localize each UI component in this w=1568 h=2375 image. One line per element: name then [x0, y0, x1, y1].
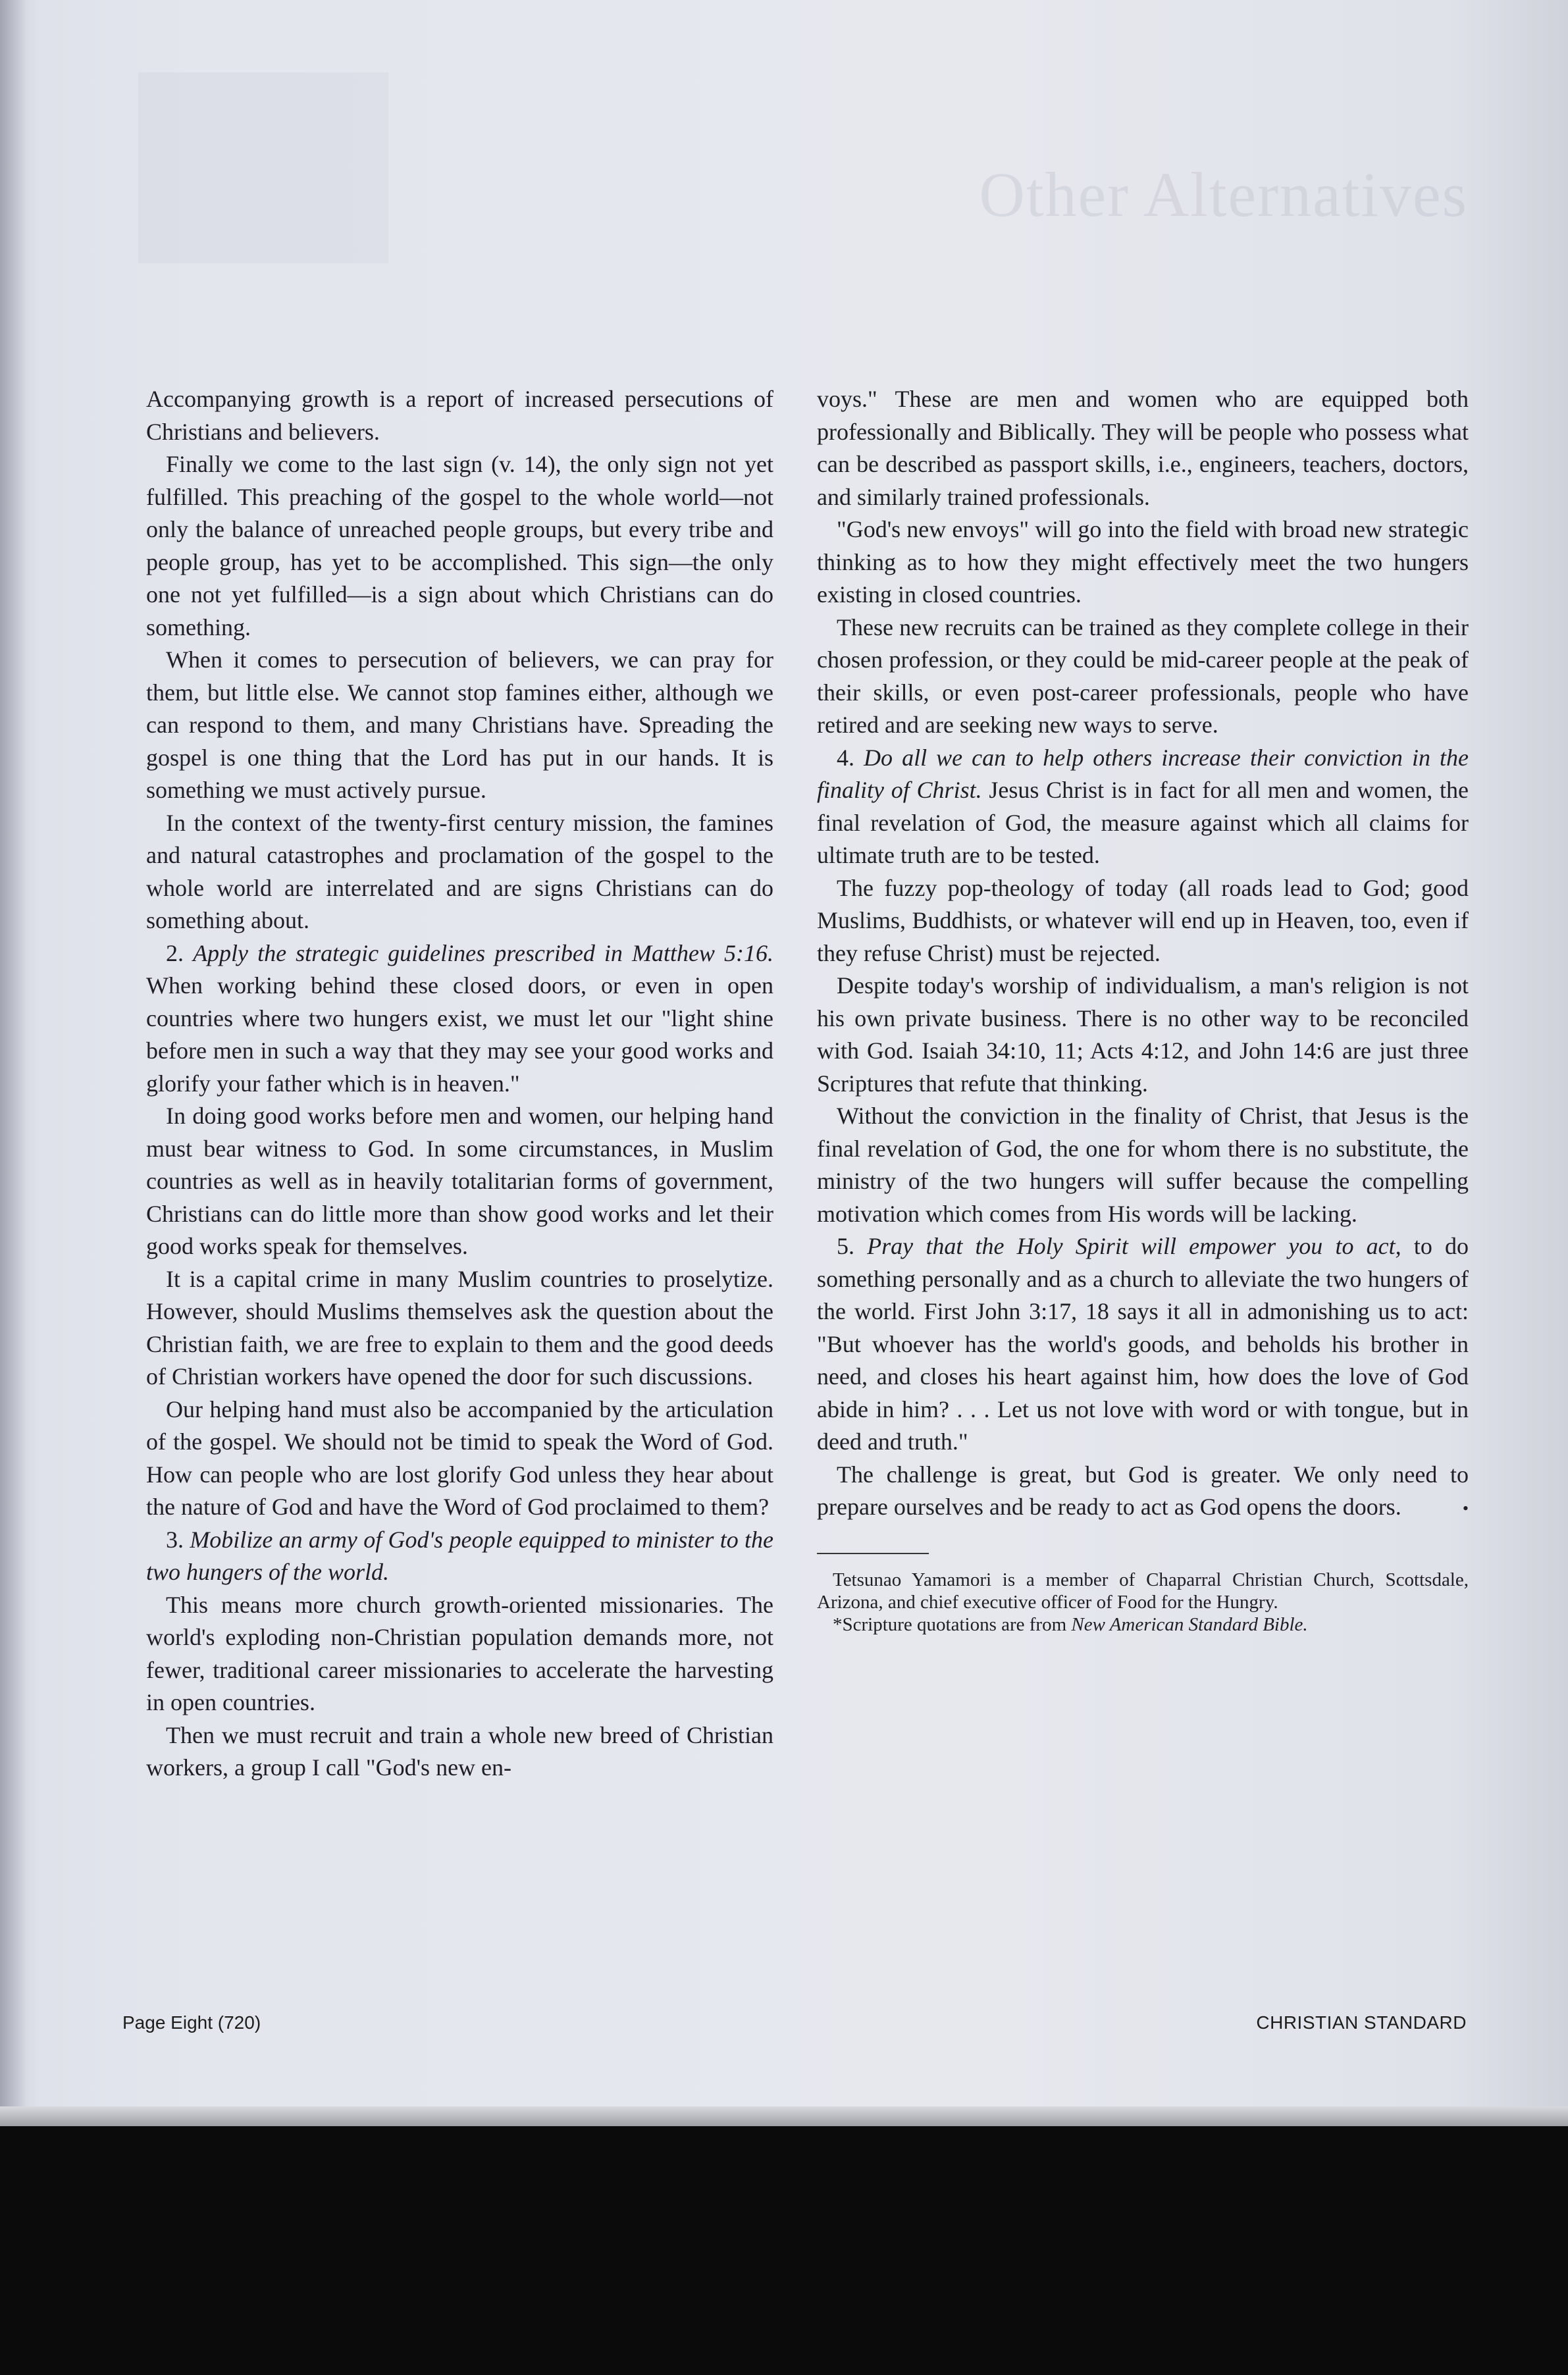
paragraph-text: This means more church growth-oriented missionaries. The world's exploding non-Christian population demands more, not fewer, traditional career missionaries to accelerate the harvesting in open countries.: [146, 1591, 773, 1715]
paragraph: [817, 742, 1469, 872]
paragraph-text: Jesus Christ is in fact for all men and women, the final revelation of God, the measure against which all claims for ultimate truth are to be tested.: [817, 777, 1469, 868]
italic-lead: Apply the strategic guidelines prescribed in Matthew 5:16.: [193, 939, 773, 966]
publication-name: CHRISTIAN STANDARD: [1256, 2012, 1467, 2033]
paragraph: [817, 383, 1469, 513]
paragraph: [146, 1524, 773, 1589]
paragraph: [817, 1230, 1469, 1459]
paragraph-text: Despite today's worship of individualism, a man's religion is not his own private business. There is no other way to be reconciled with God. Isaiah 34:10, 11; Acts 4:12, and John 14:6 are just three Scriptures that refute that thinking.: [817, 972, 1469, 1097]
list-number: 3.: [166, 1526, 184, 1553]
paragraph: [146, 807, 773, 937]
paragraph: [146, 448, 773, 644]
scripture-note-title: New American Standard Bible.: [1071, 1613, 1308, 1635]
left-column: [146, 383, 773, 1785]
paragraph-text: Finally we come to the last sign (v. 14), the only sign not yet fulfilled. This preaching of the gospel to the whole world—not only the balance of unreached people groups, but every tribe and people group, has yet to be accomplished. This sign—the only one not yet fulfilled—is a sign about which Christians can do something.: [146, 451, 773, 640]
show-through-heading: Other Alternatives: [979, 159, 1468, 230]
paragraph: [817, 612, 1469, 742]
paragraph: [146, 383, 773, 448]
page-number: Page Eight (720): [122, 2012, 261, 2033]
show-through-image: [138, 72, 388, 263]
paragraph-text: In the context of the twenty-first century mission, the famines and natural catastrophes and proclamation of the gospel to the whole world are interrelated and are signs Christians can do something about.: [146, 809, 773, 933]
italic-lead: Mobilize an army of God's people equipped to minister to the two hungers of the world.: [146, 1526, 773, 1585]
paragraph-text: to do something personally and as a church to alleviate the two hungers of the world. First John 3:17, 18 says it all in admonishing us to act: "But whoever has the world's goods, and beholds his brother in need, and closes his heart against him, how does the love of God abide in him? . . . Let us not love with word or with tongue, but in deed and truth.": [817, 1233, 1469, 1455]
end-of-article-mark: •: [1462, 1498, 1469, 1518]
right-column: [817, 383, 1469, 1636]
author-note: Tetsunao Yamamori is a member of Chaparral Christian Church, Scottsdale, Arizona, and chief executive officer of Food for the Hungry.: [817, 1569, 1469, 1613]
scripture-note: [817, 1613, 1469, 1636]
paragraph-text: Then we must recruit and train a whole new breed of Christian workers, a group I call "God's new en-: [146, 1721, 773, 1781]
paragraph: [146, 1589, 773, 1719]
paragraph: [146, 1100, 773, 1263]
paragraph-text: When working behind these closed doors, or even in open countries where two hungers exist, we must let our "light shine before men in such a way that they may see your good works and glorify your father which is in heaven.": [146, 972, 773, 1097]
list-number: 4.: [837, 744, 854, 771]
paragraph: [817, 513, 1469, 612]
page-bottom-edge: [0, 2106, 1568, 2126]
paragraph: [146, 1263, 773, 1394]
paragraph: [817, 1459, 1469, 1524]
paragraph: [146, 644, 773, 807]
paragraph-text: The challenge is great, but God is greater. We only need to prepare ourselves and be ready to act as God opens the doors.: [817, 1461, 1469, 1520]
page-gutter-shadow: [0, 0, 26, 2126]
paragraph-text: voys." These are men and women who are equipped both professionally and Biblically. They will be people who possess what can be described as passport skills, i.e., engineers, teachers, doctors, and similarly trained professionals.: [817, 386, 1469, 510]
list-number: 5.: [837, 1233, 854, 1259]
paragraph-text: In doing good works before men and women, our helping hand must bear witness to God. In some circumstances, in Muslim countries as well as in heavily totalitarian forms of government, Christians can do little more than show good works and let their good works speak for themselves.: [146, 1103, 773, 1259]
paragraph: [146, 937, 773, 1101]
footnote-rule: [817, 1553, 929, 1554]
italic-lead: Pray that the Holy Spirit will empower you to act,: [867, 1233, 1401, 1259]
paragraph-text: Accompanying growth is a report of increased persecutions of Christians and believers.: [146, 386, 773, 445]
italic-lead: Do all we can to help others increase their conviction in the finality of Christ.: [817, 744, 1469, 803]
paragraph-text: Our helping hand must also be accompanied by the articulation of the gospel. We should not be timid to speak the Word of God. How can people who are lost glorify God unless they hear about the nature of God and have the Word of God proclaimed to them?: [146, 1396, 773, 1520]
paragraph-text: These new recruits can be trained as they complete college in their chosen profession, or they could be mid-career people at the peak of their skills, or even post-career professionals, people who have retired and are seeking new ways to serve.: [817, 613, 1469, 738]
paragraph-text: The fuzzy pop-theology of today (all roads lead to God; good Muslims, Buddhists, or whatever will end up in Heaven, too, even if they refuse Christ) must be rejected.: [817, 874, 1469, 966]
scripture-note-text: *Scripture quotations are from: [833, 1613, 1067, 1635]
paragraph-text: "God's new envoys" will go into the field with broad new strategic thinking as to how they might effectively meet the two hungers existing in closed countries.: [817, 516, 1469, 608]
paragraph-text: Without the conviction in the finality of Christ, that Jesus is the final revelation of God, the one for whom there is no substitute, the ministry of the two hungers will suffer because the compelling motivation which comes from His words will be lacking.: [817, 1103, 1469, 1227]
list-number: 2.: [166, 939, 184, 966]
paragraph: [146, 1394, 773, 1524]
paragraph-text: When it comes to persecution of believers, we can pray for them, but little else. We cannot stop famines either, although we can respond to them, and many Christians have. Spreading the gospel is one thing that the Lord has put in our hands. It is something we must actively pursue.: [146, 646, 773, 803]
paragraph-text: It is a capital crime in many Muslim countries to proselytize. However, should Muslims themselves ask the question about the Christian faith, we are free to explain to them and the good deeds of Christian workers have opened the door for such discussions.: [146, 1265, 773, 1390]
paragraph: [817, 970, 1469, 1100]
paragraph: [146, 1719, 773, 1785]
paragraph: [817, 1100, 1469, 1230]
paragraph: [817, 872, 1469, 970]
